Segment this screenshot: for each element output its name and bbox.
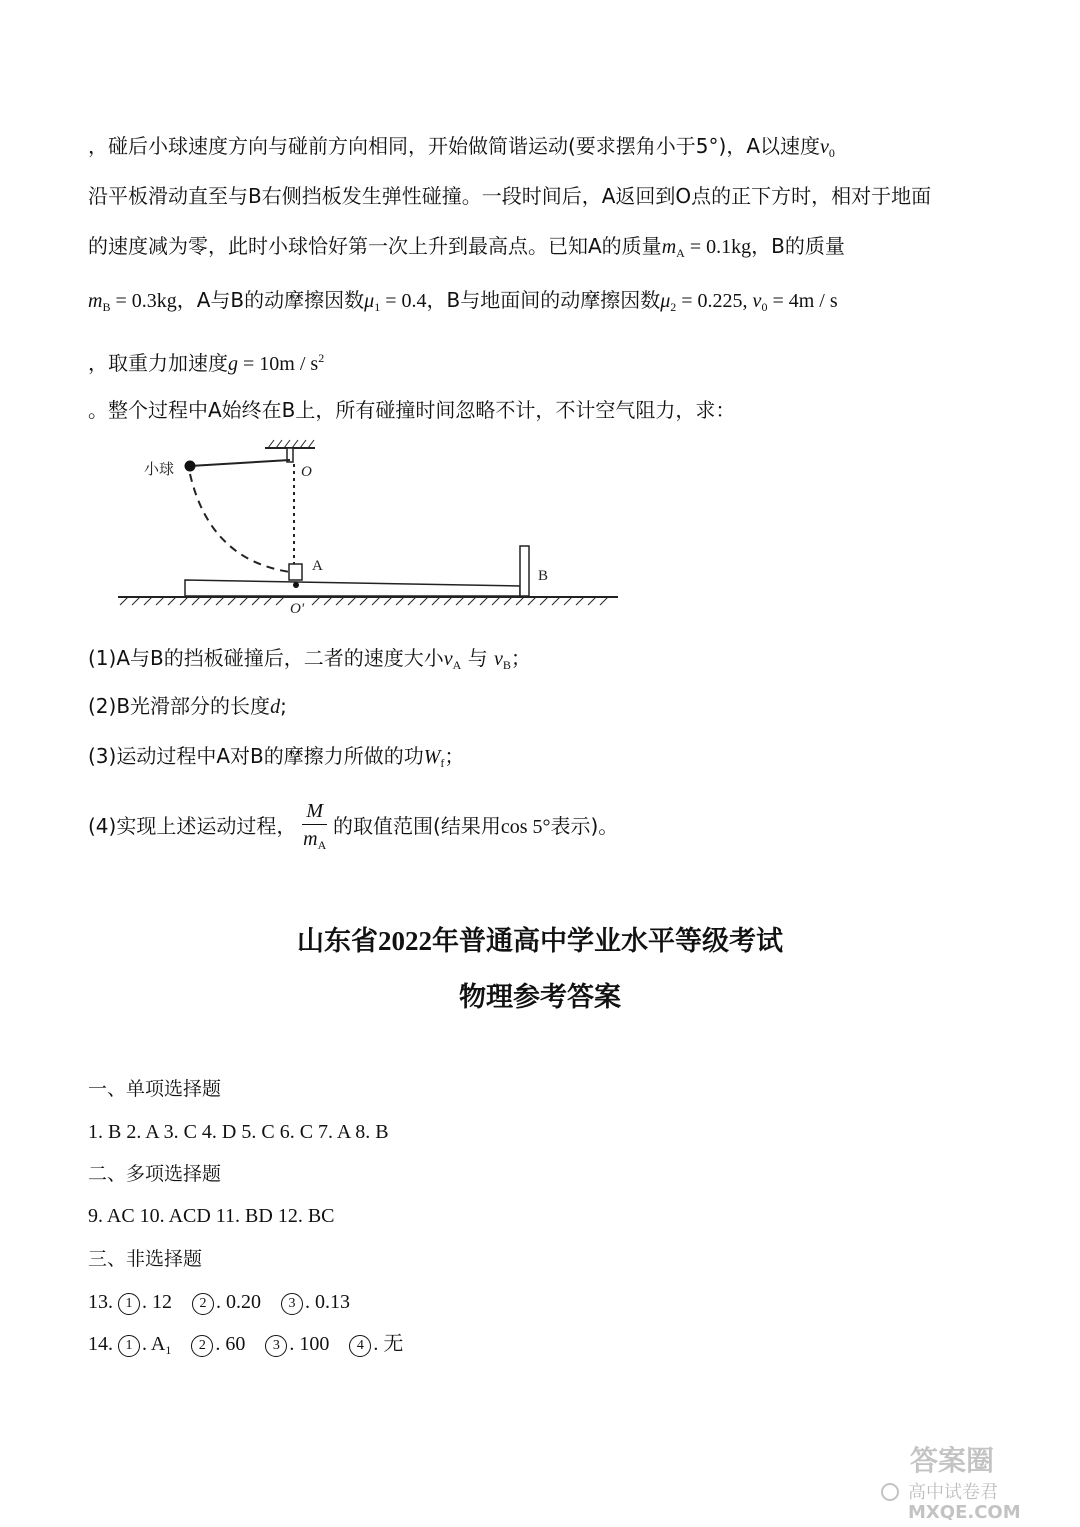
subscript: B	[102, 300, 111, 314]
subscript: 1	[165, 1343, 172, 1357]
text: (2)B光滑部分的长度	[88, 694, 271, 718]
watermark-text: 答案圈	[910, 1444, 995, 1477]
swing-path	[190, 474, 290, 572]
point-O-prime	[293, 582, 299, 588]
symbol-mu2: μ	[660, 290, 671, 312]
subscript: A	[676, 246, 685, 260]
subscript: f	[440, 756, 445, 770]
subscript: 1	[374, 300, 381, 314]
problem-line-2	[88, 182, 931, 210]
O-label: O	[301, 464, 312, 480]
answer-value: . 0.13	[305, 1291, 350, 1313]
circled-number: 4	[349, 1335, 371, 1357]
circled-number: 3	[265, 1335, 287, 1357]
subscript: A	[317, 837, 327, 852]
subscript: 0	[828, 146, 835, 160]
circled-number: 2	[192, 1293, 214, 1315]
circled-number: 3	[281, 1293, 303, 1315]
text: ，A与B的动摩擦因数	[176, 288, 365, 312]
value: = 0.3kg	[110, 290, 177, 312]
problem-line-3	[88, 232, 845, 267]
watermark-account: 高中试卷君	[908, 1482, 998, 1503]
text: (4)实现上述运动过程，	[88, 814, 297, 838]
text: (1)A与B的挡板碰撞后，二者的速度大小	[88, 646, 444, 670]
text: ，B的质量	[751, 234, 845, 258]
question-4	[88, 796, 618, 858]
baffle-B	[520, 546, 529, 596]
question-3	[88, 742, 464, 777]
text: ；	[510, 646, 531, 670]
text: ，碰后小球速度方向与碰前方向相同，开始做简谐运动(要求摆角小于5°)，A以速度	[88, 134, 821, 158]
ground-hatch	[120, 597, 608, 605]
ceiling-hatch	[268, 440, 314, 448]
subscript: A	[452, 658, 462, 672]
superscript: 2	[318, 351, 325, 365]
answer-value: . 100	[289, 1333, 330, 1355]
symbol-Wf: W	[423, 746, 441, 768]
answer-value: . 无	[373, 1333, 404, 1355]
subscript: 0	[761, 300, 768, 314]
wechat-icon	[882, 1484, 898, 1500]
answer-13	[88, 1288, 350, 1316]
circled-number: 1	[118, 1293, 140, 1315]
block-A	[289, 564, 302, 580]
denominator: m	[303, 827, 318, 850]
value: = 10m / s	[238, 353, 319, 375]
watermark-url: MXQE.COM	[908, 1502, 1021, 1520]
symbol-mB: m	[88, 290, 103, 312]
symbol-g: g	[228, 353, 238, 375]
problem-line-5	[88, 344, 324, 378]
symbol-d: d	[270, 696, 281, 718]
symbol-vA: v	[443, 648, 453, 670]
problem-line-4	[88, 286, 838, 321]
answer-value: . 12	[142, 1291, 172, 1313]
physics-diagram	[90, 430, 630, 620]
B-label: B	[538, 568, 549, 584]
text: ；	[444, 744, 465, 768]
O-prime-label: O'	[290, 601, 305, 617]
problem-line-1	[88, 132, 835, 167]
value: = 0.4	[380, 290, 427, 312]
plank-B	[185, 580, 520, 596]
symbol-vB: v	[494, 648, 503, 670]
A-label: A	[312, 558, 323, 574]
section-1-heading: 一、单项选择题	[88, 1078, 222, 1100]
text: 与	[461, 646, 495, 670]
answer-value: . 60	[215, 1333, 246, 1355]
section-2-answers: 9. AC 10. ACD 11. BD 12. BC	[88, 1205, 335, 1227]
symbol-mu1: μ	[364, 290, 375, 312]
answer-value: . 0.20	[216, 1291, 261, 1313]
answer-subtitle: 物理参考答案	[459, 982, 621, 1012]
problem-line-6	[88, 396, 735, 424]
question-number: 13.	[88, 1291, 113, 1313]
section-2-heading: 二、多项选择题	[88, 1163, 222, 1185]
value: = 0.1kg	[684, 236, 752, 258]
text: 沿平板滑动直至与B右侧挡板发生弹性碰撞。一段时间后，A返回到O点的正下方时，相对于地面	[88, 184, 932, 208]
text: 的速度减为零，此时小球恰好第一次上升到最高点。已知A的质量	[88, 234, 662, 258]
numerator: M	[302, 798, 327, 825]
symbol-v0: v	[820, 136, 829, 158]
watermark-logo	[880, 1440, 1070, 1520]
subscript: 2	[670, 300, 677, 314]
text: 。整个过程中A始终在B上，所有碰撞时间忽略不计，不计空气阻力，求：	[88, 398, 736, 422]
subscript: B	[502, 658, 511, 672]
question-1	[88, 644, 531, 679]
fraction-M-over-mA	[302, 798, 327, 858]
value: = 0.225,	[676, 290, 753, 312]
question-number: 14.	[88, 1333, 113, 1355]
text: ，B与地面间的动摩擦因数	[426, 288, 661, 312]
text: (3)运动过程中A对B的摩擦力所做的功	[88, 744, 424, 768]
text: ，取重力加速度	[88, 351, 228, 375]
text: 的取值范围(结果用	[333, 814, 501, 838]
ball	[185, 461, 196, 472]
answer-value: . A	[142, 1333, 166, 1355]
answer-title: 山东省2022年普通高中学业水平等级考试	[297, 926, 783, 956]
ball-label: 小球	[144, 460, 175, 478]
question-2	[88, 692, 287, 721]
cos-expression: cos 5°	[500, 816, 551, 838]
answer-14	[88, 1330, 403, 1364]
section-3-heading: 三、非选择题	[88, 1248, 203, 1270]
text: 表示)。	[550, 814, 619, 838]
text: ;	[280, 694, 287, 718]
symbol-mA: m	[661, 236, 677, 258]
symbol-v0: v	[752, 290, 762, 312]
circled-number: 2	[191, 1335, 213, 1357]
circled-number: 1	[118, 1335, 140, 1357]
pendulum-string	[190, 460, 290, 466]
value: = 4m / s	[767, 290, 838, 312]
section-1-answers: 1. B 2. A 3. C 4. D 5. C 6. C 7. A 8. B	[88, 1121, 389, 1143]
